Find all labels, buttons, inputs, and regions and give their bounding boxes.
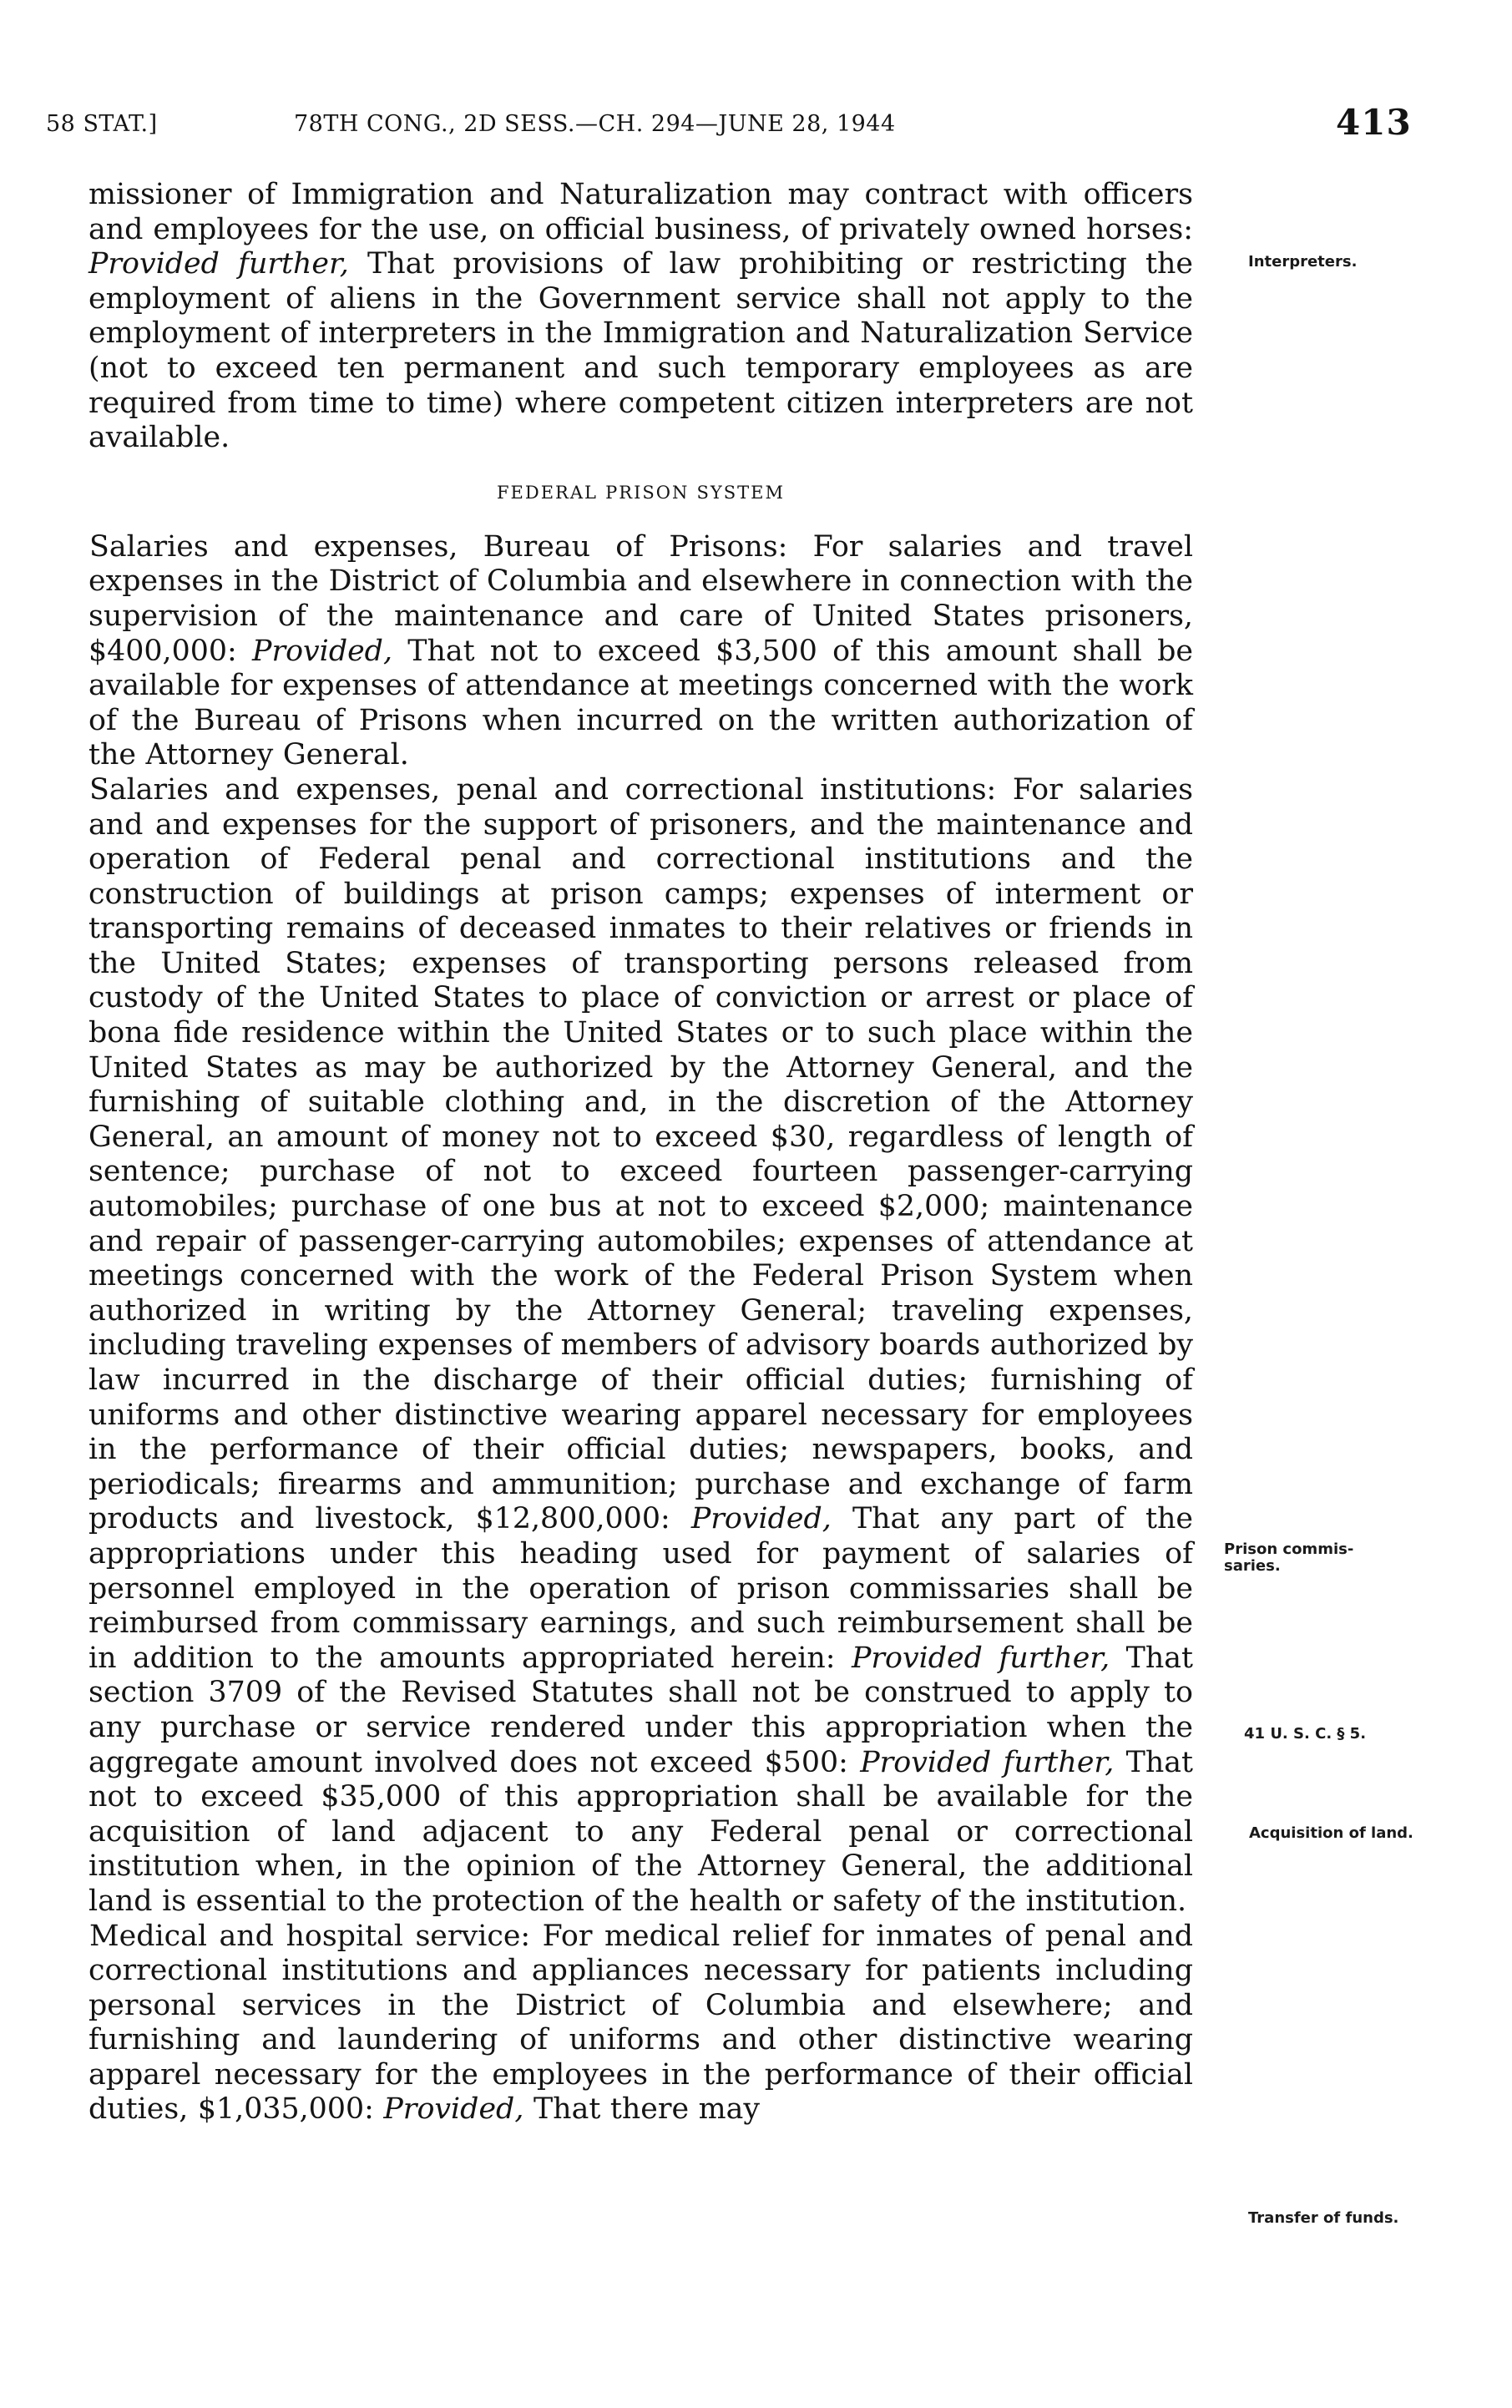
margin-note-acquisition-of-land: Acquisition of land. <box>1249 1824 1413 1842</box>
proviso: Provided further, <box>88 247 349 281</box>
paragraph-medical-hospital: Medical and hospital service: For medical relief for inmates of penal and correctional institutions and appliances necessary for patients including personal services in the District of Columbia and elsewhere; and furnishing and laundering of uniforms and other distinctive wearing apparel necessary for the employees in the performance of their official duties, $1,035,000: Provided, That there may <box>88 1919 1193 2127</box>
session-chapter-date: 78TH CONG., 2D SESS.—CH. 294—JUNE 28, 1944 <box>294 111 896 137</box>
proviso: Provided, <box>383 2092 524 2127</box>
statute-volume: 58 STAT.] <box>46 111 158 137</box>
margin-note-prison-commissaries: Prison commis- saries. <box>1224 1540 1354 1575</box>
paragraph-penal-institutions: Salaries and expenses, penal and correctional institutions: For salaries and and expenses for the support of prisoners, and the maintenance and operation of Federal penal and correctional institutions and the construction of buildings at prison camps; expenses of interment or transporting remains of deceased inmates to their relatives or friends in the United States; expenses of transporting persons released from custody of the United States to place of conviction or arrest or place of bona fide residence within the United States or to such place within the United States as may be authorized by the Attorney General, and the furnishing of suitable clothing and, in the discretion of the Attorney General, an amount of money not to exceed $30, regardless of length of sentence; purchase of not to exceed fourteen passenger-carrying automobiles; purchase of one bus at not to exceed $2,000; maintenance and repair of passenger-carrying automobiles; expenses of attendance at meetings concerned with the work of the Federal Prison System when authorized in writing by the Attorney General; traveling expenses, including traveling expenses of members of advisory boards authorized by law incurred in the discharge of their official duties; furnishing of uniforms and other distinctive wearing apparel necessary for employees in the performance of their official duties; newspapers, books, and periodicals; firearms and ammunition; purchase and exchange of farm products and livestock, $12,800,000: Provided, That any part of the appropriations under this heading used for payment of salaries of personnel employed in the operation of prison commissaries shall be reimbursed from commissary earnings, and such reimbursement shall be in addition to the amounts appropriated herein: Provided further, That section 3709 of the Revised Statutes shall not be construed to apply to any purchase or service rendered under this appropriation when the aggregate amount involved does not exceed $500: Provided further, That not to exceed $35,000 of this appropriation shall be available for the acquisition of land adjacent to any Federal penal or correctional institution when, in the opinion of the Attorney General, the additional land is essential to the protection of the health or safety of the institution. <box>88 772 1194 1918</box>
section-heading: FEDERAL PRISON SYSTEM <box>496 482 786 503</box>
running-header <box>0 0 1512 167</box>
main-text <box>88 178 1193 2349</box>
paragraph-bureau-of-prisons: Salaries and expenses, Bureau of Prisons: For salaries and travel expenses in the District of Columbia and elsewhere in connection with the supervision of the maintenance and care of United States prisoners, $400,000: Provided, That not to exceed $3,500 of this amount shall be available for expenses of attendance at meetings concerned with the work of the Bureau of Prisons when incurred on the written authorization of the Attorney General. <box>88 529 1194 772</box>
paragraph-immigration-continued: missioner of Immigration and Naturalization may contract with officers and employees for the use, on official business, of privately owned horses: Provided further, That provisions of law prohibiting or restricting the employment of aliens in the Government service shall not apply to the employment of interpreters in the Immigration and Naturalization Service (not to exceed ten permanent and such temporary employees as are required from time to time) where competent citizen interpreters are not available. <box>88 178 1193 455</box>
margin-note-usc-reference: 41 U. S. C. § 5. <box>1244 1725 1367 1743</box>
proviso: Provided further, <box>851 1641 1110 1675</box>
proviso: Provided, <box>690 1502 832 1536</box>
page-number: 413 <box>1336 102 1412 143</box>
margin-note-interpreters: Interpreters. <box>1248 253 1358 271</box>
margin-note-transfer-of-funds: Transfer of funds. <box>1248 2209 1399 2227</box>
proviso: Provided, <box>252 634 393 668</box>
proviso: Provided further, <box>860 1745 1115 1779</box>
